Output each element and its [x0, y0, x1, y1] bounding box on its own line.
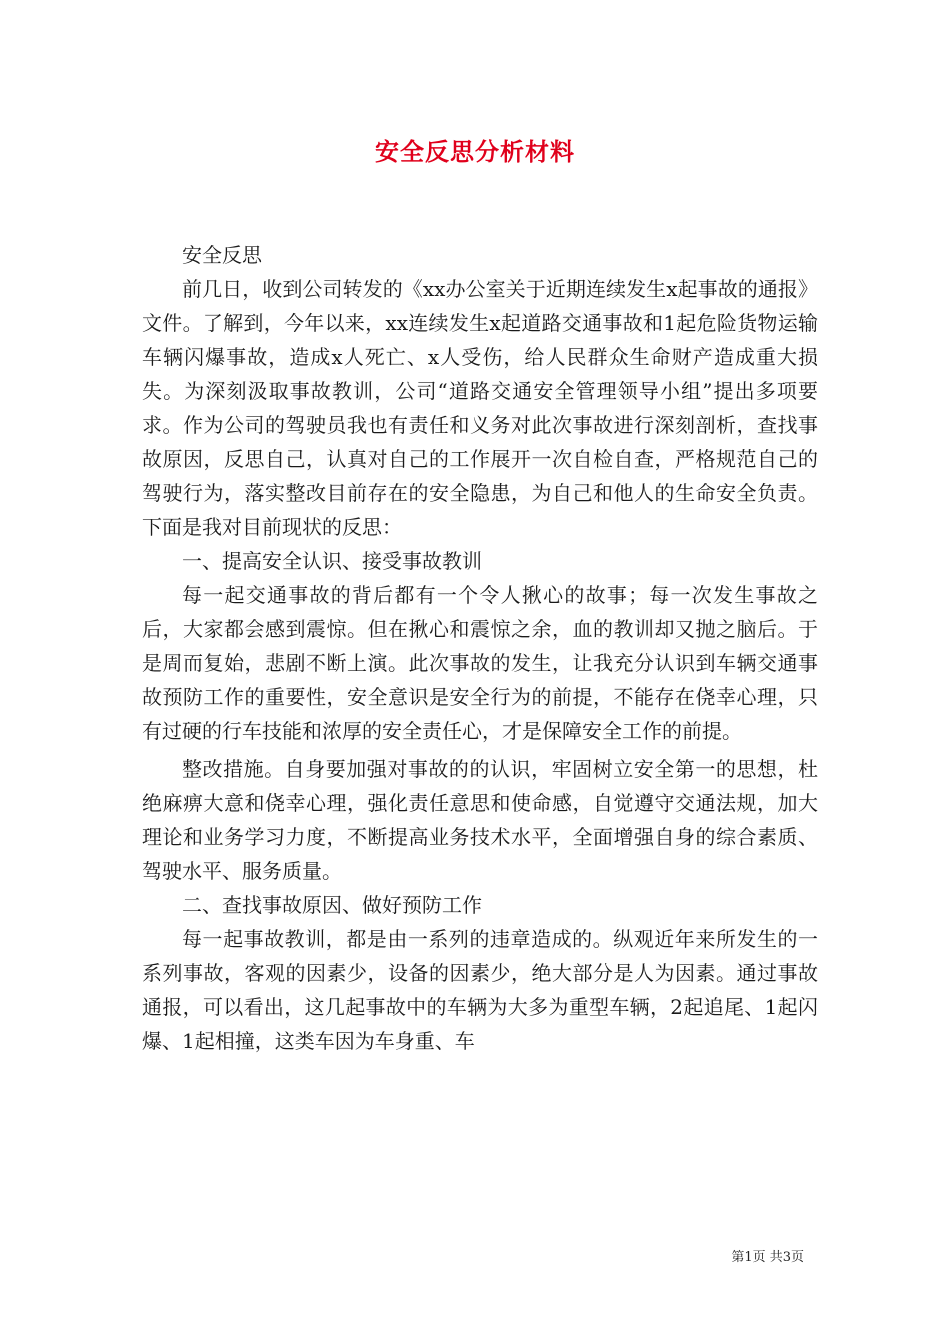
- document-title: 安全反思分析材料: [375, 137, 575, 166]
- body-paragraph: 前几日，收到公司转发的《xx办公室关于近期连续发生x起事故的通报》文件。了解到，今年以来，xx连续发生x起道路交通事故和1起危险货物运输车辆闪爆事故，造成x人死亡、x人受伤，给人民群众生命财产造成重大损失。为深刻汲取事故教训，公司“道路交通安全管理领导小组”提出多项要求。作为公司的驾驶员我也有责任和义务对此次事故进行深刻剖析，查找事故原因，反思自己，认真对自己的工作展开一次自检自查，严格规范自己的驾驶行为，落实整改目前存在的安全隐患，为自己和他人的生命安全负责。下面是我对目前现状的反思：: [142, 277, 818, 539]
- page-number: 第1页 共3页: [731, 1250, 804, 1265]
- document-body: [142, 238, 818, 1058]
- body-paragraph: 整改措施。自身要加强对事故的的认识，牢固树立安全第一的思想，杜绝麻痹大意和侥幸心理，强化责任意思和使命感，自觉遵守交通法规，加大理论和业务学习力度，不断提高业务技术水平，全面增强自身的综合素质、驾驶水平、服务质量。: [142, 757, 818, 883]
- body-paragraph: 每一起事故教训，都是由一系列的违章造成的。纵观近年来所发生的一系列事故，客观的因素少，设备的因素少，绝大部分是人为因素。通过事故通报，可以看出，这几起事故中的车辆为大多为重型车辆，2起追尾、1起闪爆、1起相撞，这类车因为车身重、车: [142, 927, 818, 1053]
- section-heading: 一、提高安全认识、接受事故教训: [182, 549, 482, 573]
- section-label: 安全反思: [182, 243, 262, 267]
- section-heading: 二、查找事故原因、做好预防工作: [182, 893, 482, 917]
- body-paragraph: 每一起交通事故的背后都有一个令人揪心的故事；每一次发生事故之后，大家都会感到震惊。但在揪心和震惊之余，血的教训却又抛之脑后。于是周而复始，悲剧不断上演。此次事故的发生，让我充分认识到车辆交通事故预防工作的重要性，安全意识是安全行为的前提，不能存在侥幸心理，只有过硬的行车技能和浓厚的安全责任心，才是保障安全工作的前提。: [142, 583, 818, 743]
